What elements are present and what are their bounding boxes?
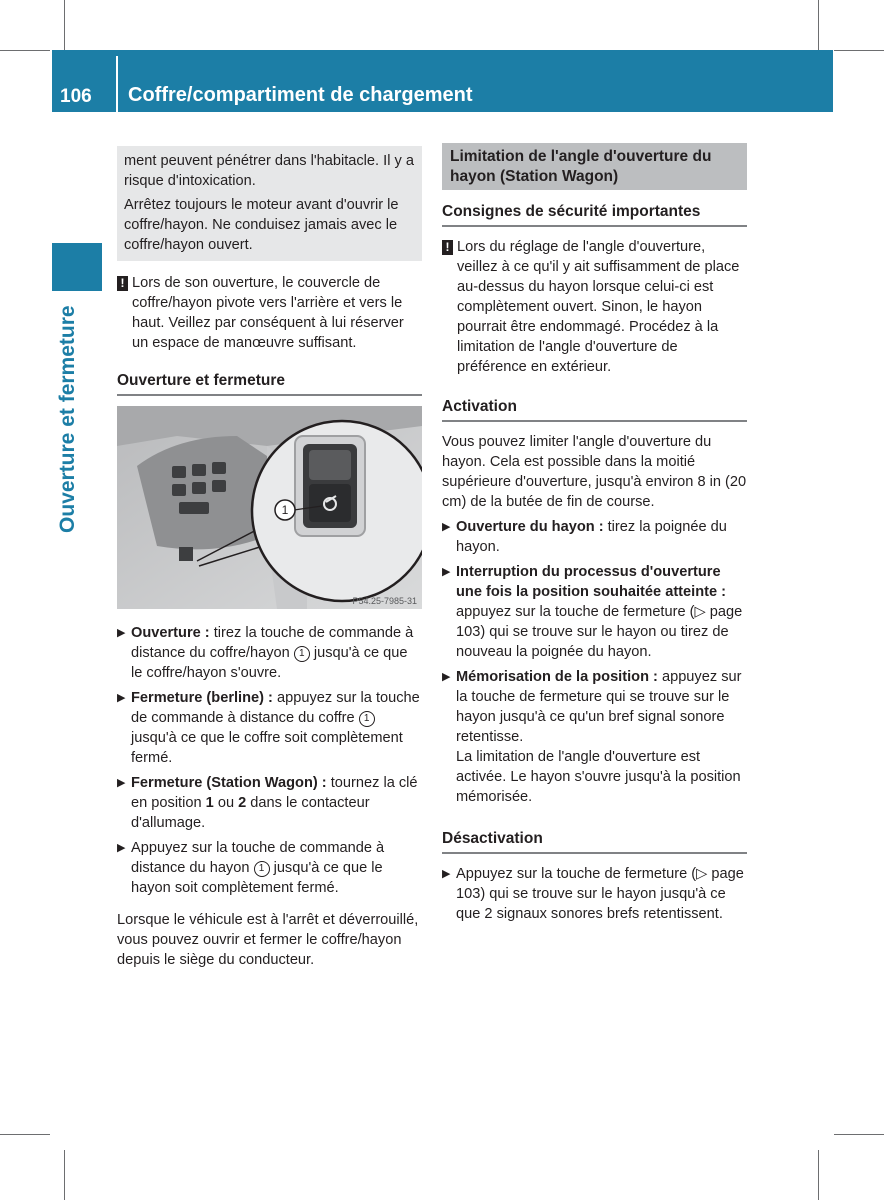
- list-item: ▶ Interruption du processus d'ouverture une fois la position souhaitée atteinte : appuyez sur la touche de fermeture (▷ page 103) qui se trouve sur le hayon ou tirez de nouveau la poignée du hayon.: [442, 564, 743, 660]
- page-number: 106: [60, 86, 92, 107]
- exclamation-icon: !: [442, 240, 453, 255]
- list-item: ▶ Appuyez sur la touche de commande à distance du hayon 1 jusqu'à ce que le hayon soit complètement fermé.: [117, 840, 385, 896]
- crop-mark: [818, 1150, 819, 1200]
- page-title: Coffre/compartiment de chargement: [128, 84, 473, 106]
- warning-box: [117, 146, 422, 261]
- callout-number: 1: [254, 861, 270, 877]
- bullet-triangle-icon: ▶: [442, 566, 451, 578]
- page-header: [52, 50, 833, 112]
- list-item: ▶ Fermeture (Station Wagon) : tournez la clé en position 1 ou 2 dans le contacteur d'allumage.: [117, 775, 418, 831]
- crop-mark: [64, 0, 65, 50]
- bullet-triangle-icon: ▶: [117, 777, 126, 789]
- list-item: ▶ Mémorisation de la position : appuyez sur la touche de fermeture qui se trouve sur le hayon jusqu'à ce qu'un bref signal sonore retentisse. La limitation de l'angle d'ouverture est activée. Le hayon s'ouvre jusqu'à la position mémorisée.: [442, 669, 742, 805]
- crop-mark: [818, 0, 819, 50]
- list-item: ▶ Fermeture (berline) : appuyez sur la touche de commande à distance du coffre 1 jusqu'à ce que le coffre soit complètement fermé.: [117, 690, 420, 766]
- crop-mark: [834, 1134, 884, 1135]
- figure-code: P54.25-7985-31: [352, 596, 417, 606]
- activation-intro: Vous pouvez limiter l'angle d'ouverture du hayon. Cela est possible dans la moitié supérieure d'ouverture, jusqu'à environ 8 in (20 cm) de la butée de fin de course.: [442, 434, 747, 510]
- list-item: ▶ Ouverture : tirez la touche de commande à distance du coffre/hayon 1 jusqu'à ce que le coffre/hayon s'ouvre.: [117, 625, 414, 681]
- bullet-triangle-icon: ▶: [117, 627, 126, 639]
- tailgate-switch-figure: [117, 406, 422, 609]
- bullet-triangle-icon: ▶: [442, 868, 451, 880]
- bullet-triangle-icon: ▶: [117, 692, 126, 704]
- chapter-label: Ouverture et fermeture: [56, 305, 79, 533]
- crop-mark: [0, 1134, 50, 1135]
- warning-text: ment peuvent pénétrer dans l'habitacle. Il y a risque d'intoxication.: [124, 153, 414, 189]
- door-panel-illustration: [117, 406, 422, 609]
- right-column: [442, 143, 747, 929]
- note: [117, 273, 422, 353]
- safety-note: [442, 237, 747, 377]
- callout-number: 1: [281, 503, 289, 517]
- warning-text: Arrêtez toujours le moteur avant d'ouvrir le coffre/hayon. Ne conduisez jamais avec le coffre/hayon ouvert.: [124, 197, 399, 253]
- bullet-triangle-icon: ▶: [442, 671, 451, 683]
- callout-number: 1: [294, 646, 310, 662]
- activation-title: Activation: [442, 397, 747, 422]
- closing-paragraph: Lorsque le véhicule est à l'arrêt et déverrouillé, vous pouvez ouvrir et fermer le coffre/hayon depuis le siège du conducteur.: [117, 912, 419, 968]
- safety-title: Consignes de sécurité importantes: [442, 202, 747, 227]
- left-column: [117, 146, 422, 970]
- chapter-tab: [52, 243, 102, 291]
- bullet-triangle-icon: ▶: [442, 521, 451, 533]
- callout-number: 1: [359, 711, 375, 727]
- deactivation-title: Désactivation: [442, 829, 747, 854]
- crop-mark: [0, 50, 50, 51]
- crop-mark: [834, 50, 884, 51]
- bullet-triangle-icon: ▶: [117, 842, 126, 854]
- exclamation-icon: !: [117, 276, 128, 291]
- note-text: Lors du réglage de l'angle d'ouverture, veillez à ce qu'il y ait suffisamment de place au-dessus du hayon lorsque celui-ci est complètement ouvert. Sinon, le hayon pourrait être endommagé. Procédez à la limitation de l'angle d'ouverture de préférence en extérieur.: [457, 239, 740, 375]
- list-item: ▶ Ouverture du hayon : tirez la poignée du hayon.: [442, 519, 727, 555]
- note-text: Lors de son ouverture, le couvercle de coffre/hayon pivote vers l'arrière et vers le haut. Veillez par conséquent à lui réserver un espace de manœuvre suffisant.: [132, 275, 404, 351]
- crop-mark: [64, 1150, 65, 1200]
- section-title: Ouverture et fermeture: [117, 371, 422, 396]
- subsection-title: Limitation de l'angle d'ouverture du hayon (Station Wagon): [442, 143, 747, 190]
- list-item: ▶ Appuyez sur la touche de fermeture (▷ page 103) qui se trouve sur le hayon jusqu'à ce que 2 signaux sonores brefs retentissent.: [442, 866, 744, 922]
- header-divider: [116, 56, 118, 112]
